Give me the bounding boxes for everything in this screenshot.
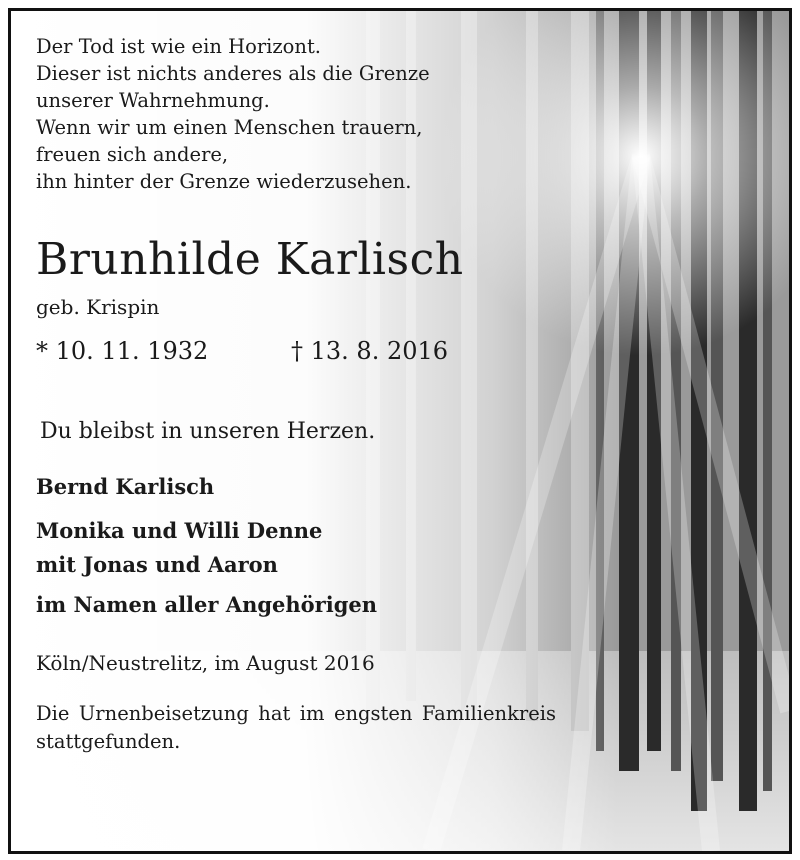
- death-date: † 13. 8. 2016: [291, 337, 449, 365]
- mourner-line: Monika und Willi Denne: [36, 518, 323, 543]
- burial-note: Die Urnenbeisetzung hat im engsten Familienkreis stattgefunden.: [36, 702, 556, 753]
- mourner-line: Bernd Karlisch: [36, 474, 215, 499]
- mourner-line: im Namen aller Angehörigen: [36, 592, 378, 617]
- obituary-card: [8, 8, 792, 854]
- birth-name: geb. Krispin: [36, 295, 160, 319]
- poem-line: ihn hinter der Grenze wiederzusehen.: [36, 170, 412, 193]
- poem-line: freuen sich andere,: [36, 143, 229, 166]
- place-date: Köln/Neustrelitz, im August 2016: [36, 651, 375, 675]
- motto: Du bleibst in unseren Herzen.: [40, 419, 376, 444]
- poem-line: Dieser ist nichts anderes als die Grenze: [36, 62, 430, 85]
- mourner-line: mit Jonas und Aaron: [36, 552, 278, 577]
- poem: [36, 33, 576, 195]
- deceased-name: Brunhilde Karlisch: [36, 234, 464, 285]
- poem-line: Wenn wir um einen Menschen trauern,: [36, 116, 423, 139]
- life-dates: [36, 336, 576, 366]
- mourners: [36, 472, 576, 620]
- birth-date: * 10. 11. 1932: [36, 337, 209, 365]
- poem-line: Der Tod ist wie ein Horizont.: [36, 35, 321, 58]
- poem-line: unserer Wahrnehmung.: [36, 89, 270, 112]
- obituary-text: [36, 33, 576, 756]
